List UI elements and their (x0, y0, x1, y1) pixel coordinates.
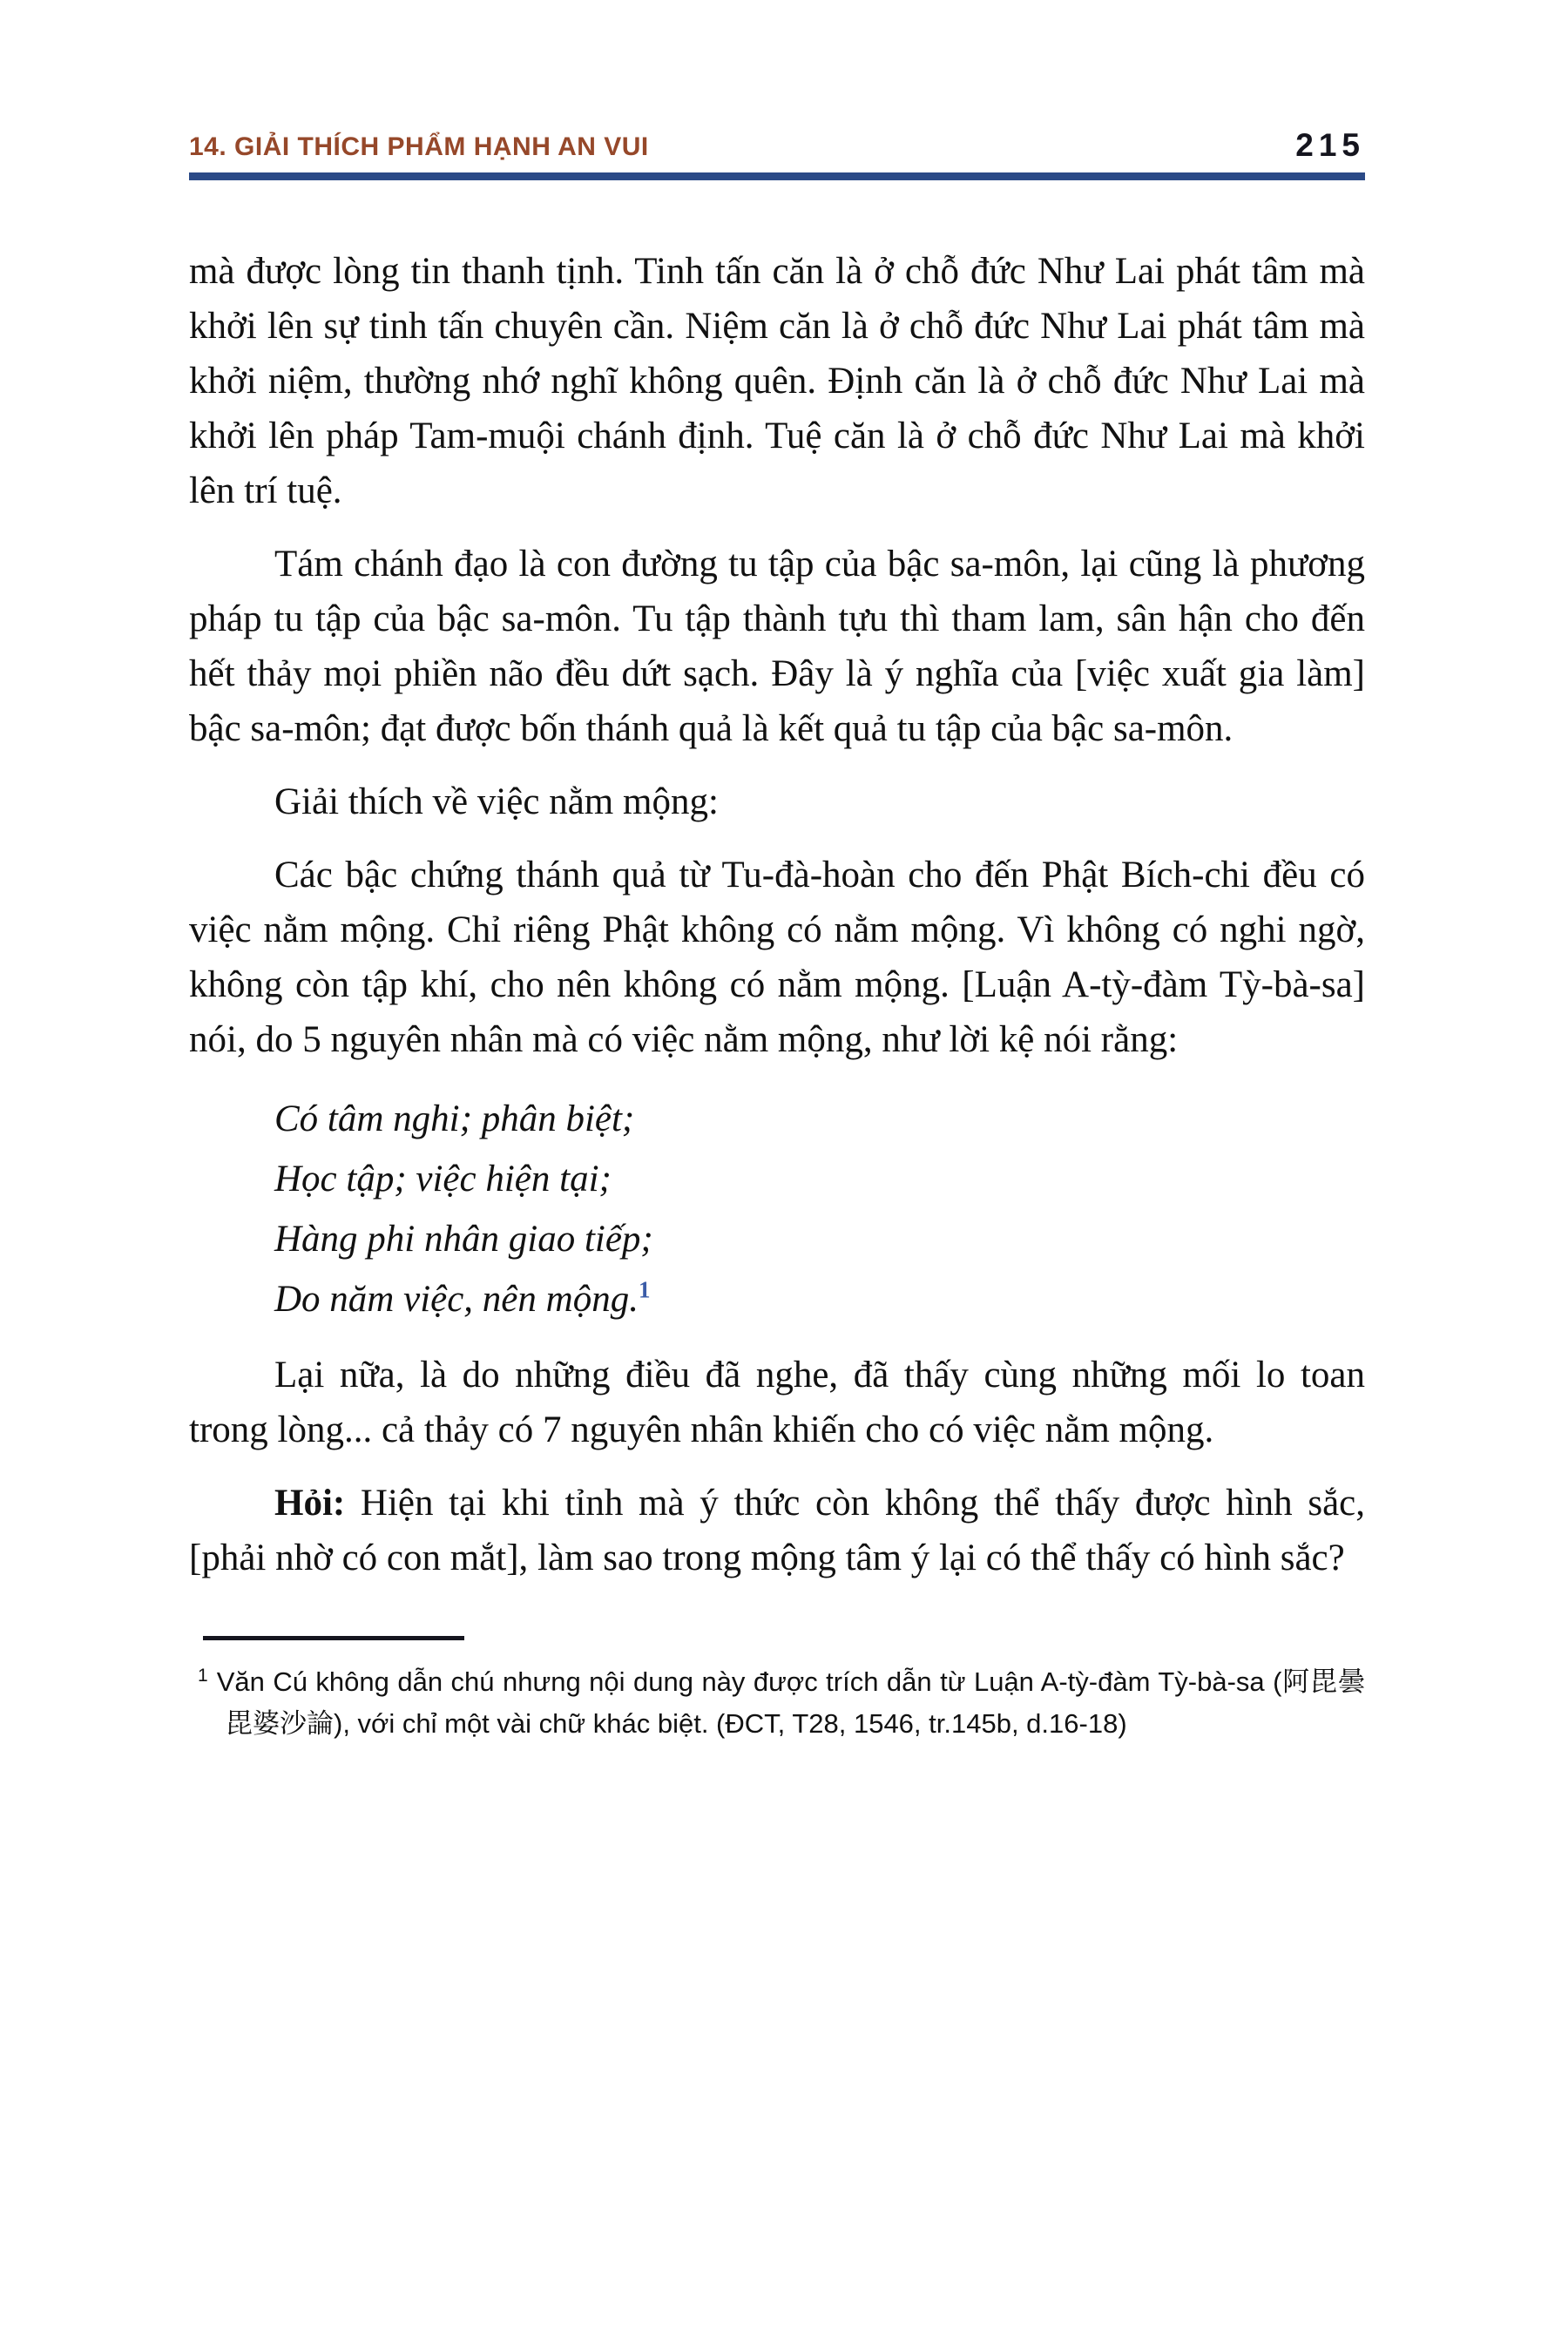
chapter-title: 14. GIẢI THÍCH PHẨM HẠNH AN VUI (189, 132, 649, 161)
footnote-rule (203, 1636, 464, 1640)
verse-line-text: Do năm việc, nên mộng. (274, 1279, 639, 1320)
running-header (189, 129, 1365, 161)
paragraph-eightfold-path: Tám chánh đạo là con đường tu tập của bậc sa-môn, lại cũng là phương pháp tu tập của bậc sa-môn. Tu tập thành tựu thì tham lam, sân hận cho đến hết thảy mọi phiền não đều dứt sạch. Đây là ý nghĩa của [việc xuất gia làm] bậc sa-môn; đạt được bốn thánh quả là kết quả tu tập của bậc sa-môn. (189, 544, 1365, 749)
verse-line (274, 1269, 1365, 1329)
verse-line: Hàng phi nhân giao tiếp; (274, 1219, 653, 1260)
footnote-text: Văn Cú không dẫn chú nhưng nội dung này được trích dẫn từ Luận A-tỳ-đàm Tỳ-bà-sa (阿毘曇毘婆沙論), với chỉ một vài chữ khác biệt. (ĐCT, T28, 1546, tr.145b, d.16-18) (216, 1666, 1365, 1739)
footnote-marker: 1 (198, 1665, 208, 1686)
footnote-section (189, 1636, 1365, 1745)
paragraph-dream-explanation: Các bậc chứng thánh quả từ Tu-đà-hoàn cho đến Phật Bích-chi đều có việc nằm mộng. Chỉ riêng Phật không có nằm mộng. Vì không có nghi ngờ, không còn tập khí, cho nên không có nằm mộng. [Luận A-tỳ-đàm Tỳ-bà-sa] nói, do 5 nguyên nhân mà có việc nằm mộng, như lời kệ nói rằng: (189, 855, 1365, 1060)
paragraph-continuation: mà được lòng tin thanh tịnh. Tinh tấn căn là ở chỗ đức Như Lai phát tâm mà khởi lên sự tinh tấn chuyên cần. Niệm căn là ở chỗ đức Như Lai phát tâm mà khởi niệm, thường nhớ nghĩ không quên. Định căn là ở chỗ đức Như Lai mà khởi lên pháp Tam-muội chánh định. Tuệ căn là ở chỗ đức Như Lai mà khởi lên trí tuệ. (189, 251, 1365, 511)
verse-line: Học tập; việc hiện tại; (274, 1159, 612, 1200)
paragraph-dream-heading: Giải thích về việc nằm mộng: (274, 781, 719, 822)
header-rule (189, 172, 1365, 180)
page-number: 215 (1295, 127, 1365, 163)
verse-line: Có tâm nghi; phân biệt; (274, 1098, 635, 1139)
footnote-reference: 1 (638, 1276, 651, 1303)
question-label: Hỏi: (274, 1483, 346, 1524)
paragraph-seven-causes: Lại nữa, là do những điều đã nghe, đã thấy cùng những mối lo toan trong lòng... cả thảy có 7 nguyên nhân khiến cho có việc nằm mộng. (189, 1355, 1365, 1450)
paragraph-question (189, 1476, 1365, 1585)
body-text (189, 244, 1365, 1585)
question-text: Hiện tại khi tỉnh mà ý thức còn không thể thấy được hình sắc, [phải nhờ có con mắt], làm sao trong mộng tâm ý lại có thể thấy có hình sắc? (189, 1483, 1365, 1578)
footnote (189, 1661, 1365, 1745)
verse-block (189, 1089, 1365, 1329)
